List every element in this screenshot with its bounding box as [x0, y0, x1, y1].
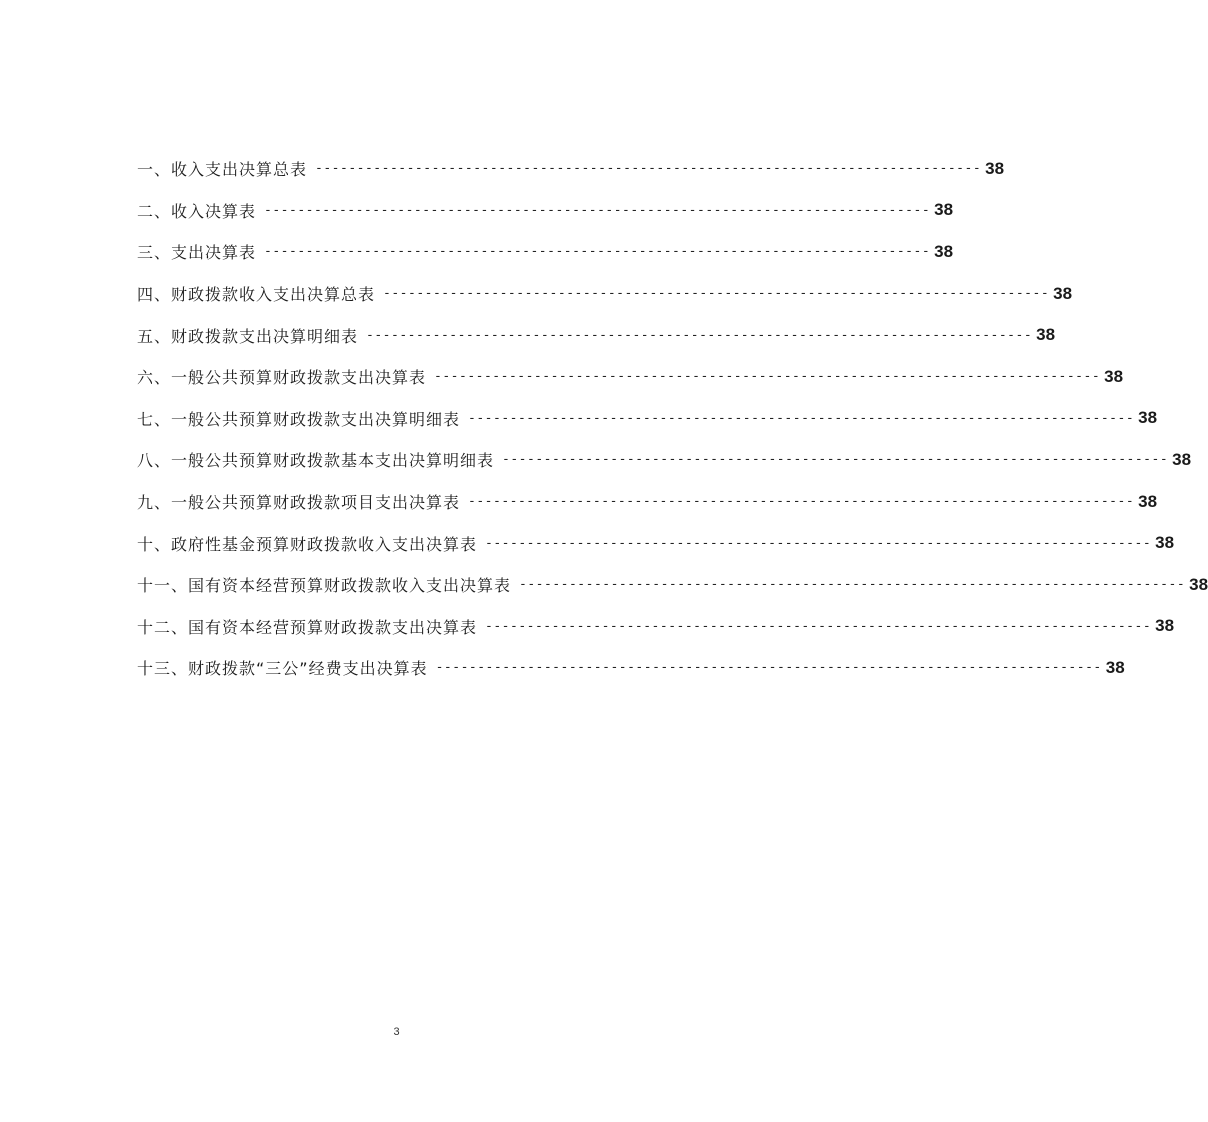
toc-entry[interactable] [137, 439, 1192, 481]
toc-dot-leader: -------------------------------------------------------------------------------- [485, 535, 1152, 551]
toc-dot-leader: -------------------------------------------------------------------------------- [366, 327, 1033, 343]
toc-entry-label: 十二、国有资本经营预算财政拨款支出决算表 [137, 617, 478, 637]
toc-entry[interactable] [137, 273, 1073, 315]
toc-entry-page: 38 [934, 241, 954, 261]
toc-entry[interactable] [137, 647, 1125, 689]
toc-entry-page: 38 [1036, 325, 1056, 345]
toc-entry-page: 38 [1155, 616, 1175, 636]
table-of-contents [137, 148, 1208, 689]
toc-entry[interactable] [137, 606, 1175, 648]
toc-entry-page: 38 [1105, 657, 1125, 677]
toc-entry-page: 38 [1172, 449, 1192, 469]
toc-entry-page: 38 [1104, 366, 1124, 386]
toc-entry-page: 38 [1053, 283, 1073, 303]
toc-entry[interactable] [137, 314, 1056, 356]
toc-entry[interactable] [137, 481, 1158, 523]
toc-entry-page: 38 [985, 158, 1005, 178]
toc-entry-page: 38 [1155, 533, 1175, 553]
toc-dot-leader: -------------------------------------------------------------------------------- [383, 286, 1050, 302]
toc-dot-leader: -------------------------------------------------------------------------------- [485, 618, 1152, 634]
toc-dot-leader: -------------------------------------------------------------------------------- [468, 494, 1135, 510]
toc-entry[interactable] [137, 231, 954, 273]
toc-entry[interactable] [137, 190, 954, 232]
toc-entry-label: 三、支出决算表 [137, 243, 257, 263]
toc-dot-leader: -------------------------------------------------------------------------------- [315, 161, 982, 177]
toc-dot-leader: -------------------------------------------------------------------------------- [468, 410, 1135, 426]
toc-entry-page: 38 [934, 200, 954, 220]
toc-dot-leader: -------------------------------------------------------------------------------- [264, 244, 931, 260]
toc-entry-label: 七、一般公共预算财政拨款支出决算明细表 [137, 409, 461, 429]
toc-entry-label: 二、收入决算表 [137, 201, 257, 221]
toc-entry-label: 九、一般公共预算财政拨款项目支出决算表 [137, 493, 461, 513]
toc-entry-label: 一、收入支出决算总表 [137, 160, 308, 180]
toc-entry-label: 八、一般公共预算财政拨款基本支出决算明细表 [137, 451, 495, 471]
toc-entry-label: 十三、财政拨款“三公”经费支出决算表 [137, 659, 428, 679]
toc-entry-label: 五、财政拨款支出决算明细表 [137, 326, 359, 346]
page-number: 3 [393, 1026, 400, 1038]
toc-entry-page: 38 [1138, 491, 1158, 511]
toc-entry[interactable] [137, 148, 1005, 190]
toc-dot-leader: -------------------------------------------------------------------------------- [264, 202, 931, 218]
toc-entry[interactable] [137, 398, 1158, 440]
toc-dot-leader: -------------------------------------------------------------------------------- [435, 660, 1102, 676]
toc-entry[interactable] [137, 522, 1175, 564]
toc-dot-leader: -------------------------------------------------------------------------------- [519, 577, 1186, 593]
toc-entry[interactable] [137, 356, 1124, 398]
toc-entry-label: 六、一般公共预算财政拨款支出决算表 [137, 368, 427, 388]
toc-dot-leader: -------------------------------------------------------------------------------- [434, 369, 1101, 385]
toc-entry-label: 十一、国有资本经营预算财政拨款收入支出决算表 [137, 576, 512, 596]
toc-entry-page: 38 [1138, 408, 1158, 428]
toc-entry-page: 38 [1189, 574, 1208, 594]
toc-dot-leader: -------------------------------------------------------------------------------- [502, 452, 1169, 468]
toc-entry-label: 四、财政拨款收入支出决算总表 [137, 285, 376, 305]
toc-entry-label: 十、政府性基金预算财政拨款收入支出决算表 [137, 534, 478, 554]
toc-entry[interactable] [137, 564, 1208, 606]
